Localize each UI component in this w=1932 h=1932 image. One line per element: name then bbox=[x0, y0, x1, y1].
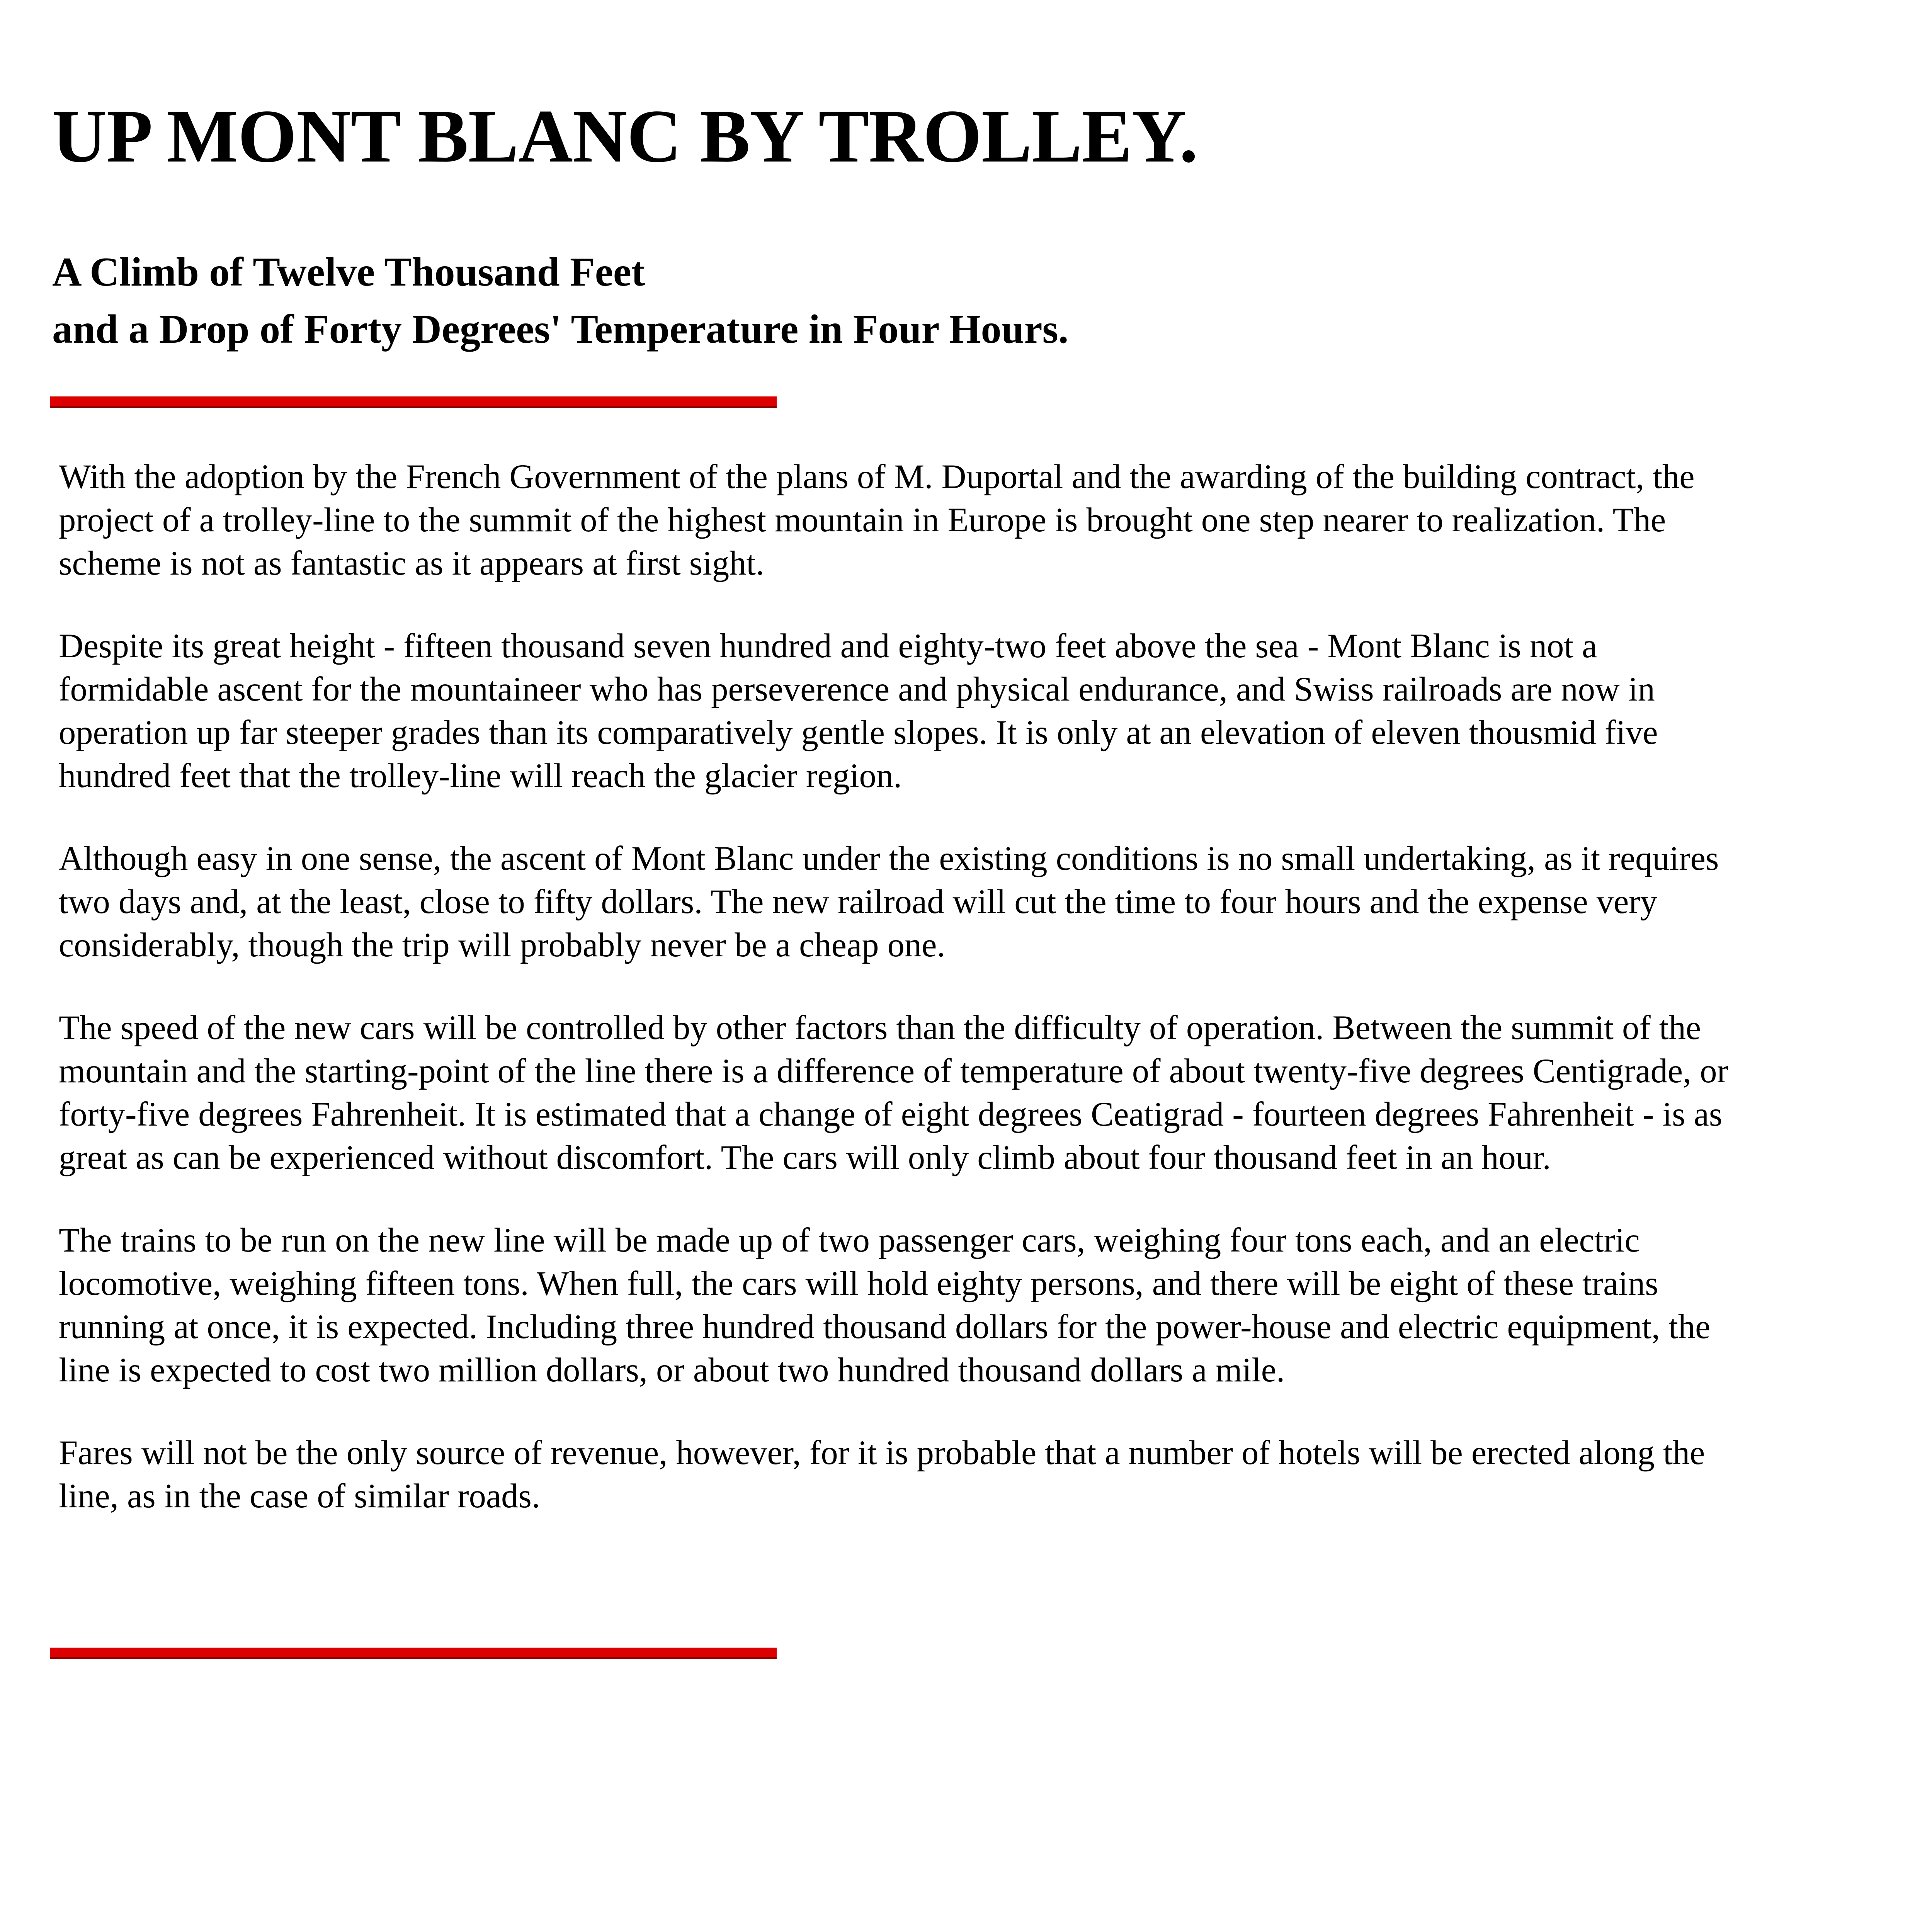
paragraph: Fares will not be the only source of revenue, however, for it is probable that a number of hotels will be erected along the line, as in the case of similar roads. bbox=[59, 1434, 1705, 1515]
paragraph: Despite its great height - fifteen thousand seven hundred and eighty-two feet above the sea - Mont Blanc is not a formidable ascent for the mountaineer who has perseverence and physical endurance, and Swiss railroads are now in operation up far steeper grades than its comparatively gentle slopes. It is only at an elevation of eleven thousmid five hundred feet that the trolley-line will reach the glacier region. bbox=[59, 627, 1658, 795]
paragraph: The trains to be run on the new line will be made up of two passenger cars, weighing four tons each, and an electric locomotive, weighing fifteen tons. When full, the cars will hold eighty persons, and there will be eight of these trains running at once, it is expected. Including three hundred thousand dollars for the power-house and electric equipment, the line is expected to cost two million dollars, or about two hundred thousand dollars a mile. bbox=[59, 1221, 1711, 1389]
paragraph: Although easy in one sense, the ascent of Mont Blanc under the existing conditions is no small undertaking, as it requires two days and, at the least, close to fifty dollars. The new railroad will cut the time to four hours and the expense very considerably, though the trip will probably never be a cheap one. bbox=[59, 840, 1719, 964]
subtitle-line-1: A Climb of Twelve Thousand Feet bbox=[52, 249, 645, 294]
article-subtitle bbox=[52, 243, 1068, 358]
paragraph: With the adoption by the French Government of the plans of M. Duportal and the awarding of the building contract, the project of a trolley-line to the summit of the highest mountain in Europe is brought one step nearer to realization. The scheme is not as fantastic as it appears at first sight. bbox=[59, 458, 1695, 582]
subtitle-line-2: and a Drop of Forty Degrees' Temperature in Four Hours. bbox=[52, 306, 1069, 352]
paragraph: The speed of the new cars will be controlled by other factors than the difficulty of operation. Between the summit of the mountain and the starting-point of the line there is a difference of temperature of about twenty-five degrees Centigrade, or forty-five degrees Fahrenheit. It is estimated that a change of eight degrees Ceatigrad - fourteen degrees Fahrenheit - is as great as can be experienced without discomfort. The cars will only climb about four thousand feet in an hour. bbox=[59, 1009, 1728, 1177]
article-title: UP MONT BLANC BY TROLLEY. bbox=[52, 94, 1198, 178]
top-red-rule bbox=[50, 396, 777, 406]
article-body bbox=[59, 455, 1751, 1557]
bottom-red-rule bbox=[50, 1648, 777, 1657]
